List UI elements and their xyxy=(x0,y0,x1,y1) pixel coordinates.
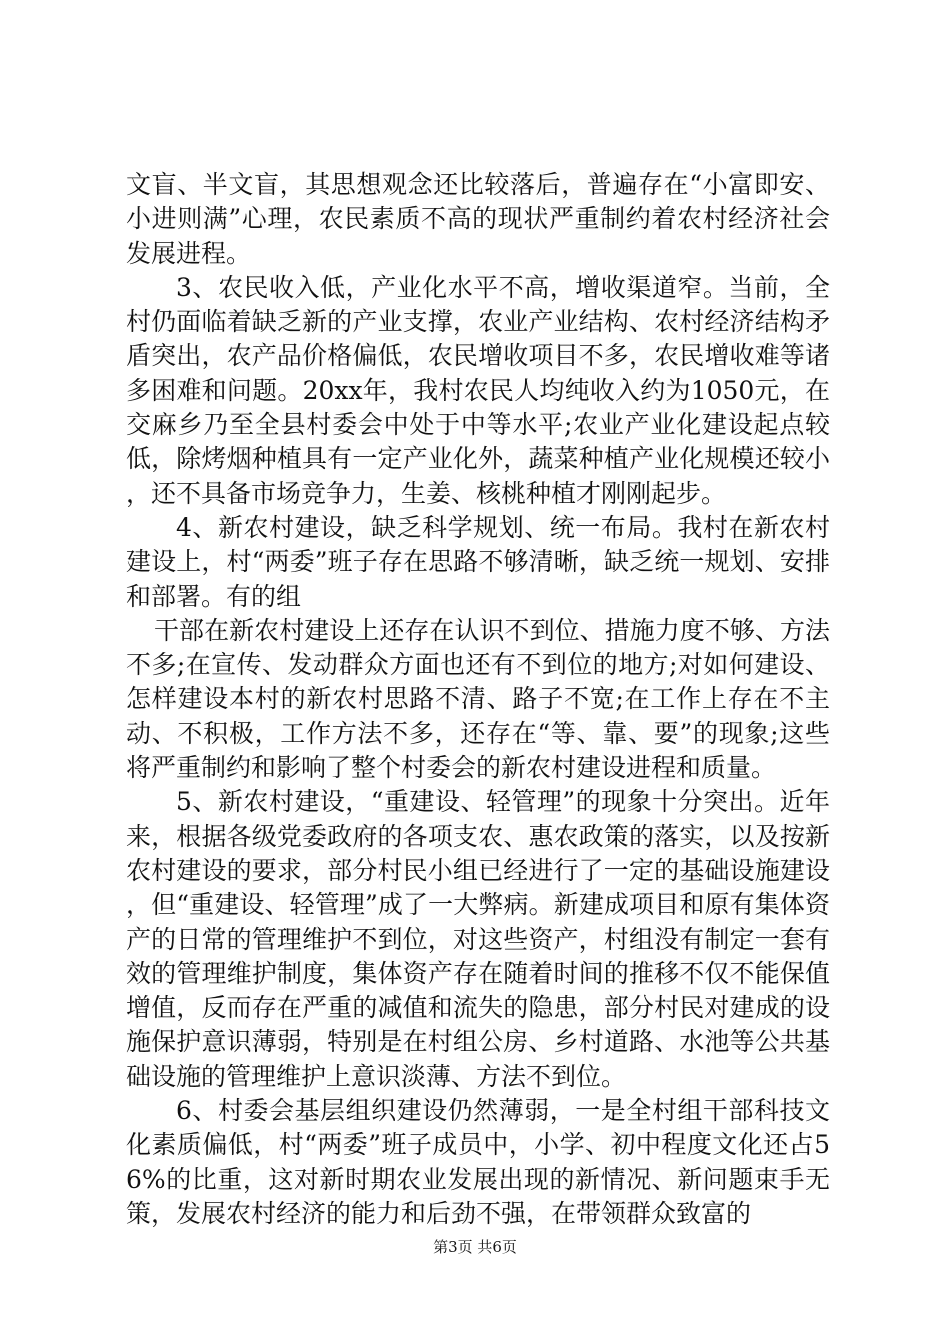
paragraph-item-3: 3、农民收入低，产业化水平不高，增收渠道窄。当前，全村仍面临着缺乏新的产业支撑，农业产业结构、农村经济结构矛盾突出，农产品价格偏低，农民增收项目不多，农民增收难等诸多困难和问题。20xx年，我村农民人均纯收入约为1050元，在交麻乡乃至全县村委会中处于中等水平;农业产业化建设起点较低，除烤烟种植具有一定产业化外，蔬菜种植产业化规模还较小，还不具备市场竞争力，生姜、核桃种植才刚刚起步。 xyxy=(126,272,830,508)
paragraph-item-4-continuation: 干部在新农村建设上还存在认识不到位、措施力度不够、方法不多;在宣传、发动群众方面也还有不到位的地方;对如何建设、怎样建设本村的新农村思路不清、路子不宽;在工作上存在不主动、不积极，工作方法不多，还存在“等、靠、要”的现象;这些将严重制约和影响了整个村委会的新农村建设进程和质量。 xyxy=(126,615,830,783)
page-number-label: 第3页 共6页 xyxy=(433,1238,517,1256)
document-body xyxy=(126,168,830,1231)
paragraph-item-6: 6、村委会基层组织建设仍然薄弱，一是全村组干部科技文化素质偏低，村“两委”班子成员中，小学、初中程度文化还占56%的比重，这对新时期农业发展出现的新情况、新问题束手无策，发展农村经济的能力和后劲不强，在带领群众致富的 xyxy=(126,1096,830,1228)
paragraph-continuation: 文盲、半文盲，其思想观念还比较落后，普遍存在“小富即安、小进则满”心理，农民素质不高的现状严重制约着农村经济社会发展进程。 xyxy=(126,170,830,268)
page-footer xyxy=(0,1237,950,1257)
paragraph-item-4: 4、新农村建设，缺乏科学规划、统一布局。我村在新农村建设上，村“两委”班子存在思路不够清晰，缺乏统一规划、安排和部署。有的组 xyxy=(126,512,830,611)
paragraph-item-5: 5、新农村建设，“重建设、轻管理”的现象十分突出。近年来，根据各级党委政府的各项支农、惠农政策的落实，以及按新农村建设的要求，部分村民小组已经进行了一定的基础设施建设，但“重建设、轻管理”成了一大弊病。新建成项目和原有集体资产的日常的管理维护不到位，对这些资产，村组没有制定一套有效的管理维护制度，集体资产存在随着时间的推移不仅不能保值增值，反而存在严重的减值和流失的隐患，部分村民对建成的设施保护意识薄弱，特别是在村组公房、乡村道路、水池等公共基础设施的管理维护上意识淡薄、方法不到位。 xyxy=(126,787,830,1091)
